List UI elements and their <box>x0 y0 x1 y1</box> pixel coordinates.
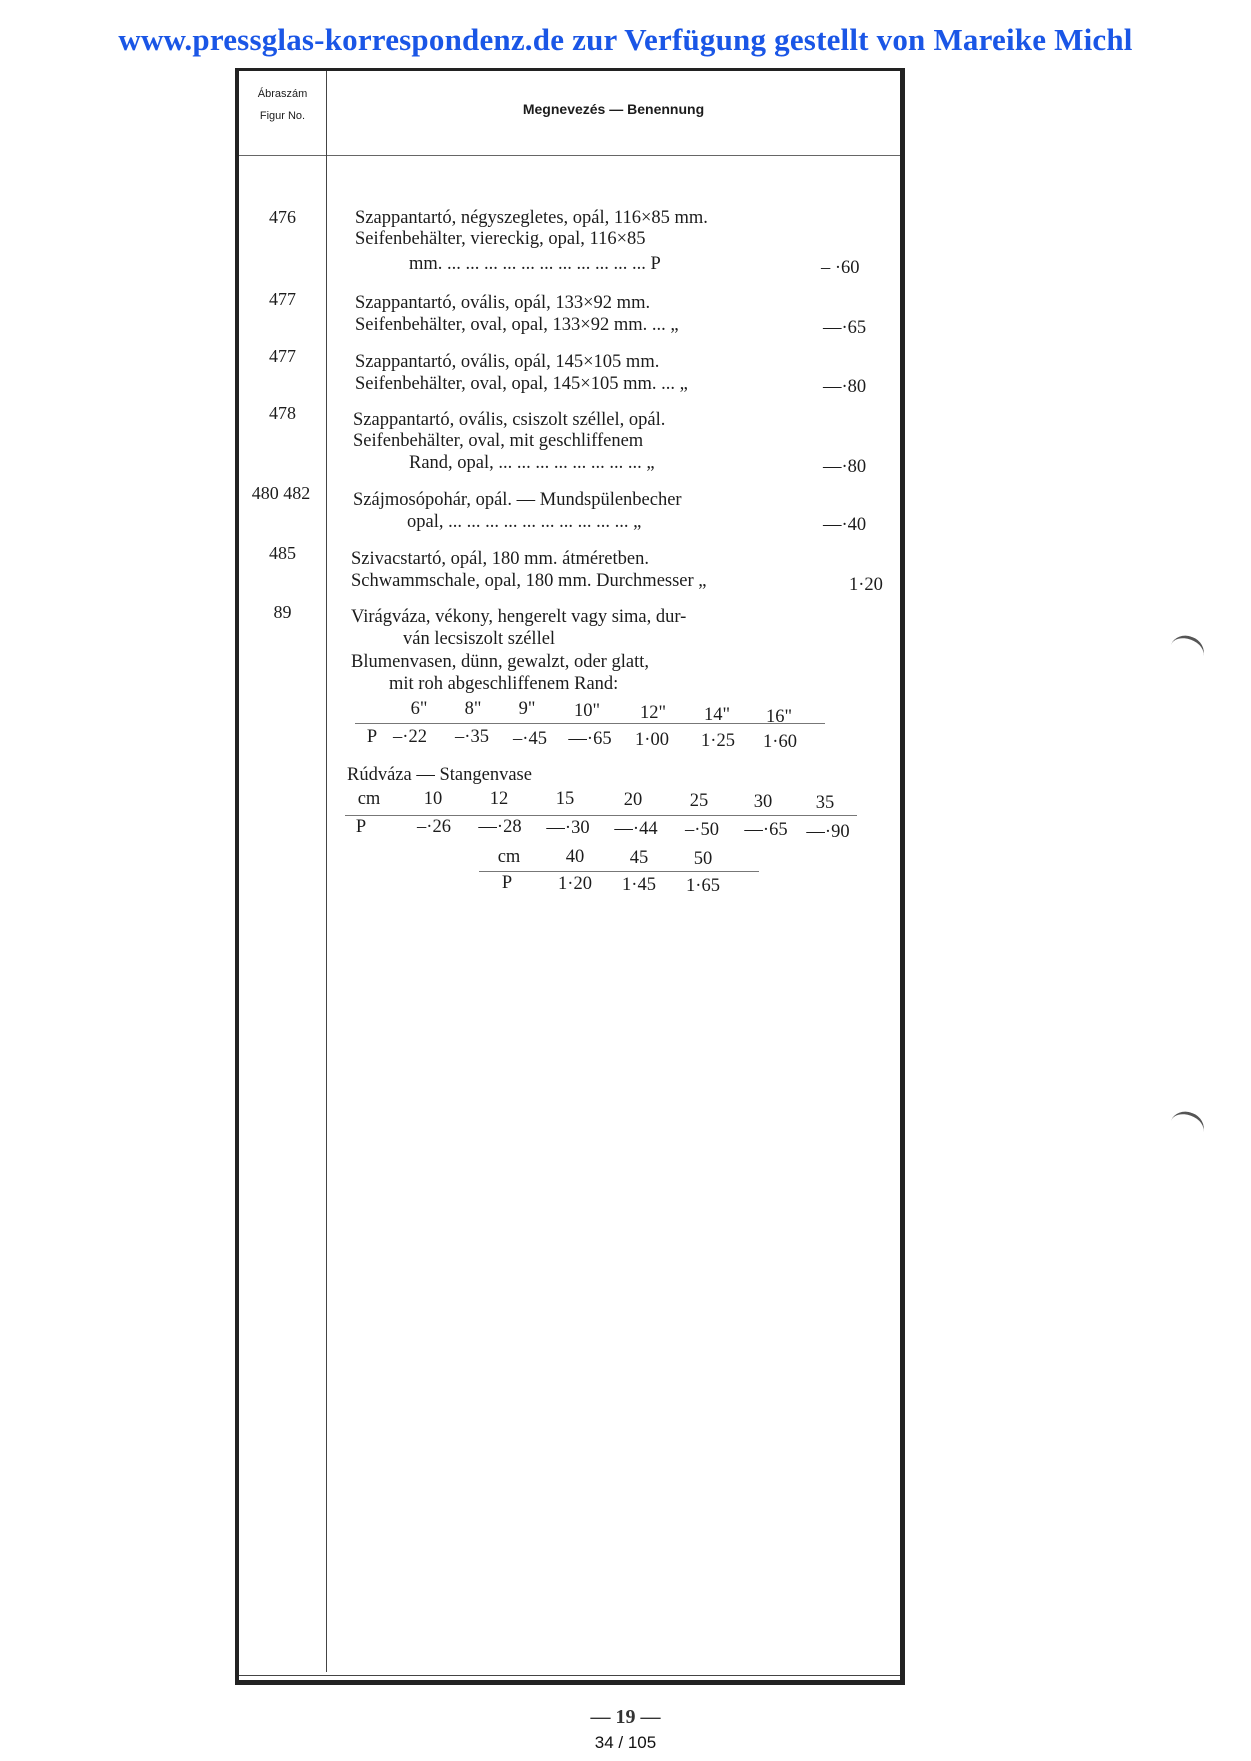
size-cell: 15 <box>555 789 575 809</box>
price-cell: —·30 <box>546 818 590 838</box>
price-cell: –·22 <box>393 727 427 747</box>
price-cell: —·65 <box>744 820 788 840</box>
price-cell: —·28 <box>478 817 522 837</box>
size-cell: 14" <box>703 705 731 725</box>
price-label: P <box>355 817 367 837</box>
figure-number: 478 <box>269 403 296 423</box>
size-cell: 12" <box>639 703 667 723</box>
size-cell: 8" <box>464 699 482 719</box>
unit-label: cm <box>357 789 381 809</box>
item-text-de-cont: mit roh abgeschliffenem Rand: <box>389 674 619 694</box>
item-text-de: Schwammschale, opal, 180 mm. Durchmesser „ <box>351 571 707 591</box>
table-rule <box>355 723 825 724</box>
price-cell: –·45 <box>513 729 547 749</box>
item-text-de: opal, ... ... ... ... ... ... ... ... ... ... „ <box>407 512 642 532</box>
figure-number: 485 <box>269 543 296 563</box>
price-cell: 1·20 <box>558 874 592 894</box>
item-text-hu: Szappantartó, négyszegletes, opál, 116×85 mm. <box>355 208 708 228</box>
item-text-de: Seifenbehälter, oval, opal, 145×105 mm. ... „ <box>355 374 688 394</box>
item-text-de: Seifenbehälter, oval, mit geschliffenem <box>353 431 644 451</box>
item-text-de: Blumenvasen, dünn, gewalzt, oder glatt, <box>351 652 649 672</box>
item-text-hu: Virágváza, vékony, hengerelt vagy sima, dur- <box>351 607 687 627</box>
item-text-hu: Szájmosópohár, opál. — Mundspülenbecher <box>353 490 682 510</box>
header-figur-hu: Ábraszám <box>257 88 308 100</box>
figure-number: 89 <box>273 602 292 622</box>
item-text-hu: Szappantartó, ovális, opál, 133×92 mm. <box>355 293 651 313</box>
size-cell: 45 <box>629 848 649 868</box>
price-cell: —·65 <box>568 729 612 749</box>
price-cell: 1·00 <box>635 730 669 750</box>
price-cell: 1·45 <box>622 875 656 895</box>
size-cell: 25 <box>689 791 709 811</box>
item-price: —·80 <box>823 457 867 477</box>
price-cell: 1·60 <box>763 732 797 752</box>
punch-hole-mark <box>1166 1107 1208 1146</box>
header-benennung: Megnevezés — Benennung <box>522 101 705 117</box>
item-text-de-cont: mm. ... ... ... ... ... ... ... ... ... ... ... P <box>409 254 661 274</box>
size-cell: 35 <box>815 793 835 813</box>
size-cell: 50 <box>693 849 713 869</box>
page-number: — 19 — <box>590 1706 661 1728</box>
item-text-hu: Szappantartó, ovális, csiszolt széllel, opál. <box>353 410 666 430</box>
page-count: 34 / 105 <box>594 1733 657 1752</box>
figure-number: 477 <box>269 289 296 309</box>
catalog-table-frame <box>235 68 905 1685</box>
header-figur-no <box>239 83 326 127</box>
price-label: P <box>366 727 378 747</box>
price-cell: —·44 <box>614 819 658 839</box>
figure-number: 476 <box>269 207 296 227</box>
item-text-de-cont: Rand, opal, ... ... ... ... ... ... ... ... „ <box>409 453 655 473</box>
item-text-hu-cont: ván lecsiszolt széllel <box>403 629 556 649</box>
price-label: P <box>501 873 513 893</box>
item-price: —·65 <box>823 318 867 338</box>
size-cell: 12 <box>489 789 509 809</box>
punch-hole-mark <box>1166 631 1208 670</box>
price-cell: —·90 <box>806 822 850 842</box>
price-cell: –·26 <box>417 817 451 837</box>
size-cell: 6" <box>410 699 428 719</box>
rod-vase-title: Rúdváza — Stangenvase <box>347 765 532 785</box>
inner-bottom-rule <box>239 1675 900 1676</box>
figure-number: 480 482 <box>251 483 311 503</box>
header-rule <box>239 155 900 156</box>
figure-number: 477 <box>269 346 296 366</box>
size-cell: 16" <box>765 707 793 727</box>
column-divider <box>326 71 327 1672</box>
item-price: —·80 <box>823 377 867 397</box>
item-text-de: Seifenbehälter, viereckig, opal, 116×85 <box>355 229 646 249</box>
header-figur-de: Figur No. <box>259 110 306 122</box>
table-rule <box>479 871 759 872</box>
price-cell: 1·65 <box>686 876 720 896</box>
item-price: —·40 <box>823 515 867 535</box>
item-price: – ·60 <box>821 258 860 278</box>
size-cell: 40 <box>565 847 585 867</box>
price-cell: 1·25 <box>701 731 735 751</box>
size-cell: 9" <box>518 699 536 719</box>
table-rule <box>345 815 857 816</box>
watermark-url[interactable]: www.pressglas-korrespondenz.de zur Verfügung gestellt von Mareike Michl <box>118 22 1133 57</box>
size-cell: 20 <box>623 790 643 810</box>
size-cell: 30 <box>753 792 773 812</box>
item-price: 1·20 <box>849 575 883 595</box>
item-text-hu: Szivacstartó, opál, 180 mm. átméretben. <box>351 549 649 569</box>
unit-label: cm <box>497 847 521 867</box>
size-cell: 10" <box>573 701 601 721</box>
size-cell: 10 <box>423 789 443 809</box>
item-text-de: Seifenbehälter, oval, opal, 133×92 mm. ... „ <box>355 315 679 335</box>
item-text-hu: Szappantartó, ovális, opál, 145×105 mm. <box>355 352 660 372</box>
price-cell: –·35 <box>455 727 489 747</box>
price-cell: –·50 <box>685 820 719 840</box>
